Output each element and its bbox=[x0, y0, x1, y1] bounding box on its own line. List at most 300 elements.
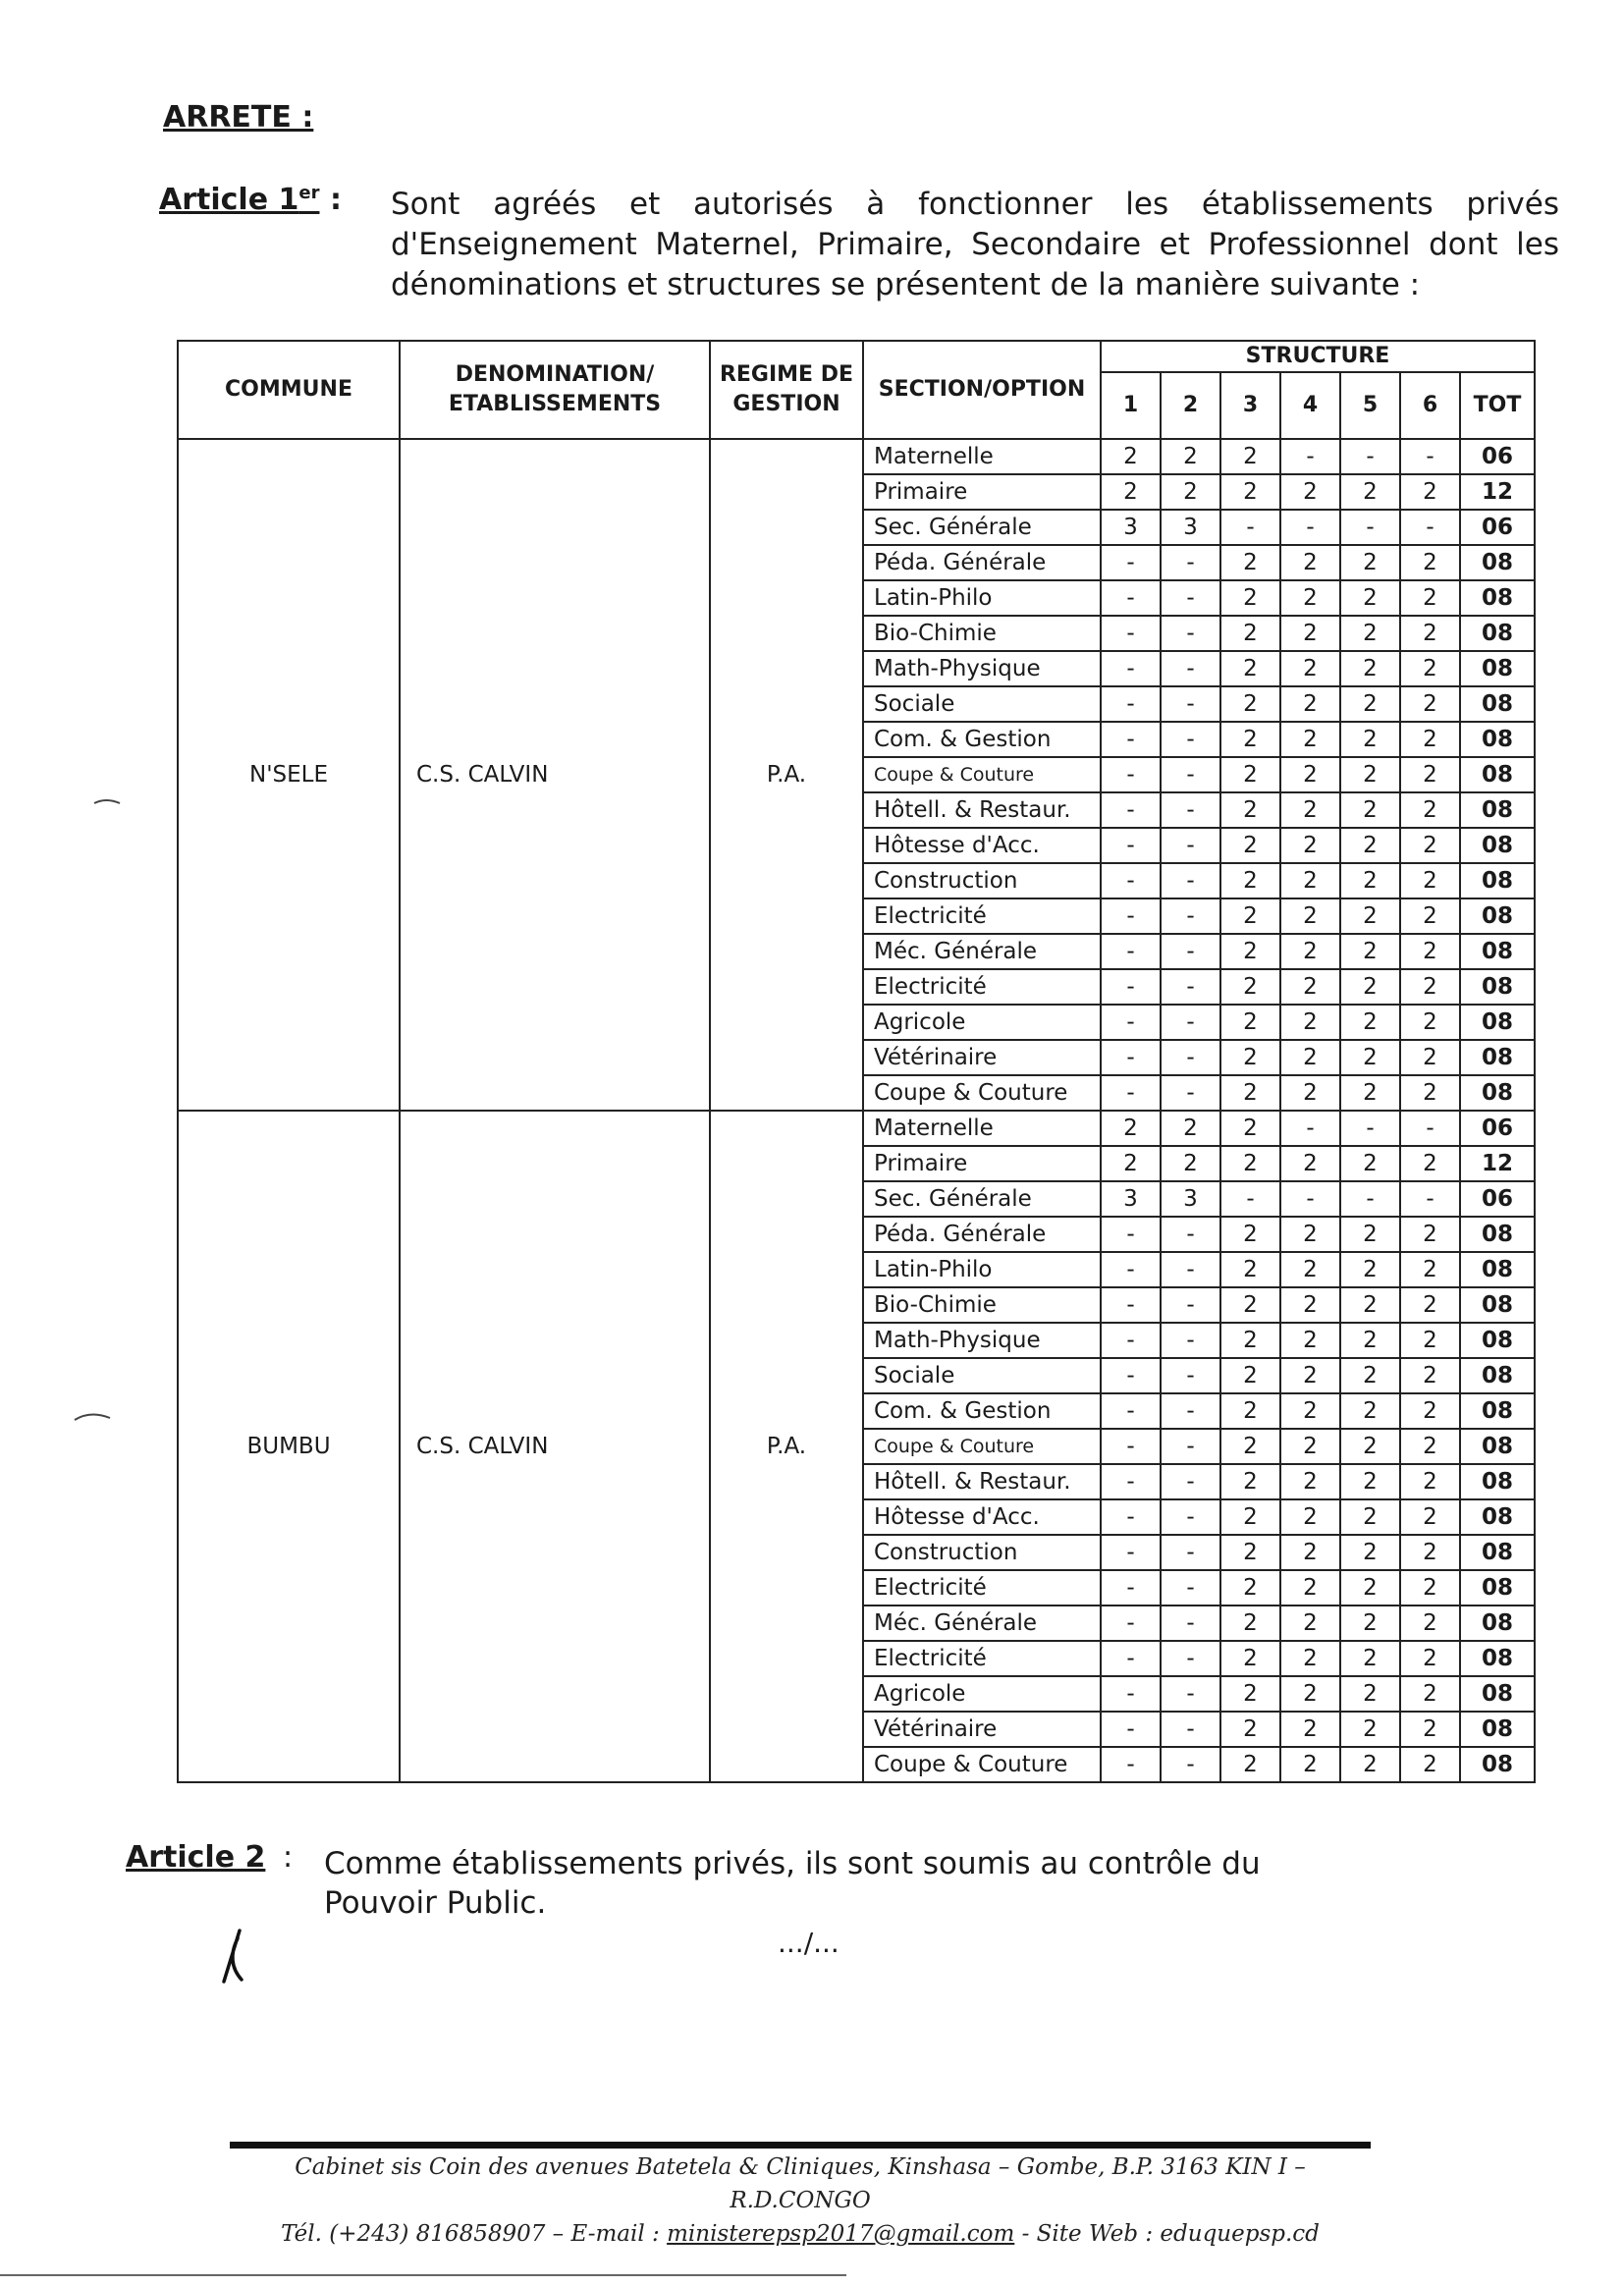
structure-cell-3: 2 bbox=[1220, 863, 1280, 898]
total-cell: 08 bbox=[1460, 580, 1535, 616]
structure-cell-6: 2 bbox=[1400, 1464, 1460, 1499]
structure-cell-3: 2 bbox=[1220, 686, 1280, 722]
total-cell: 08 bbox=[1460, 1040, 1535, 1075]
structure-cell-1: - bbox=[1101, 1040, 1161, 1075]
structure-cell-2: - bbox=[1161, 1040, 1220, 1075]
footer-address bbox=[245, 2150, 1355, 2251]
structure-cell-2: - bbox=[1161, 1570, 1220, 1606]
section-option-cell: Sec. Générale bbox=[863, 1181, 1101, 1217]
structure-cell-1: - bbox=[1101, 1747, 1161, 1782]
header-denomination: DENOMINATION/ ETABLISSEMENTS bbox=[400, 341, 710, 439]
structure-cell-5: 2 bbox=[1340, 969, 1400, 1005]
structure-cell-5: 2 bbox=[1340, 1747, 1400, 1782]
structure-cell-2: - bbox=[1161, 934, 1220, 969]
structure-cell-4: 2 bbox=[1280, 1499, 1340, 1535]
structure-cell-2: - bbox=[1161, 1712, 1220, 1747]
structure-cell-3: 2 bbox=[1220, 828, 1280, 863]
structure-cell-4: 2 bbox=[1280, 616, 1340, 651]
section-option-cell: Péda. Générale bbox=[863, 545, 1101, 580]
section-option-cell: Electricité bbox=[863, 1570, 1101, 1606]
structure-cell-2: - bbox=[1161, 1641, 1220, 1676]
total-cell: 08 bbox=[1460, 1429, 1535, 1464]
structure-cell-5: 2 bbox=[1340, 1535, 1400, 1570]
structure-cell-3: 2 bbox=[1220, 1217, 1280, 1252]
section-option-cell: Com. & Gestion bbox=[863, 1393, 1101, 1429]
structure-cell-3: 2 bbox=[1220, 1252, 1280, 1287]
structure-cell-6: 2 bbox=[1400, 616, 1460, 651]
section-option-cell: Bio-Chimie bbox=[863, 616, 1101, 651]
section-option-cell: Maternelle bbox=[863, 439, 1101, 474]
section-option-cell: Hôtell. & Restaur. bbox=[863, 1464, 1101, 1499]
structure-cell-4: 2 bbox=[1280, 1464, 1340, 1499]
structure-cell-3: 2 bbox=[1220, 1429, 1280, 1464]
structure-cell-1: - bbox=[1101, 1464, 1161, 1499]
structure-cell-1: 2 bbox=[1101, 1111, 1161, 1146]
structure-cell-4: 2 bbox=[1280, 1146, 1340, 1181]
structure-cell-4: 2 bbox=[1280, 545, 1340, 580]
structure-cell-3: 2 bbox=[1220, 1606, 1280, 1641]
structure-cell-4: 2 bbox=[1280, 1287, 1340, 1323]
structure-cell-2: - bbox=[1161, 757, 1220, 792]
total-cell: 08 bbox=[1460, 863, 1535, 898]
structure-cell-4: 2 bbox=[1280, 1323, 1340, 1358]
structure-cell-1: - bbox=[1101, 1641, 1161, 1676]
section-option-cell: Vétérinaire bbox=[863, 1040, 1101, 1075]
section-option-cell: Primaire bbox=[863, 1146, 1101, 1181]
structure-cell-4: - bbox=[1280, 439, 1340, 474]
structure-cell-5: 2 bbox=[1340, 1676, 1400, 1712]
structure-cell-2: - bbox=[1161, 1393, 1220, 1429]
section-option-cell: Maternelle bbox=[863, 1111, 1101, 1146]
structure-cell-4: 2 bbox=[1280, 1570, 1340, 1606]
structure-cell-5: 2 bbox=[1340, 792, 1400, 828]
total-cell: 08 bbox=[1460, 1570, 1535, 1606]
structure-cell-2: - bbox=[1161, 1429, 1220, 1464]
structure-cell-4: 2 bbox=[1280, 722, 1340, 757]
structure-cell-4: 2 bbox=[1280, 1747, 1340, 1782]
structure-cell-5: - bbox=[1340, 439, 1400, 474]
structure-cell-5: 2 bbox=[1340, 934, 1400, 969]
structure-cell-4: 2 bbox=[1280, 1040, 1340, 1075]
structure-cell-6: 2 bbox=[1400, 1393, 1460, 1429]
structure-cell-4: - bbox=[1280, 510, 1340, 545]
section-option-cell: Electricité bbox=[863, 1641, 1101, 1676]
structure-cell-6: 2 bbox=[1400, 757, 1460, 792]
structure-cell-6: 2 bbox=[1400, 545, 1460, 580]
structure-cell-4: 2 bbox=[1280, 1606, 1340, 1641]
bottom-scan-rule bbox=[0, 2274, 846, 2276]
structure-cell-3: 2 bbox=[1220, 1358, 1280, 1393]
structure-cell-6: 2 bbox=[1400, 1747, 1460, 1782]
structure-cell-5: 2 bbox=[1340, 722, 1400, 757]
structure-cell-5: 2 bbox=[1340, 616, 1400, 651]
structure-cell-6: 2 bbox=[1400, 1287, 1460, 1323]
footer-website: - Site Web : eduquepsp.cd bbox=[1021, 2221, 1320, 2247]
structure-cell-2: - bbox=[1161, 863, 1220, 898]
header-col-1: 1 bbox=[1101, 372, 1161, 439]
article-2-text: Comme établissements privés, ils sont soumis au contrôle du Pouvoir Public. bbox=[324, 1846, 1261, 1921]
continuation-mark: .../... bbox=[778, 1927, 839, 1959]
structure-cell-6: 2 bbox=[1400, 1217, 1460, 1252]
structure-cell-6: 2 bbox=[1400, 898, 1460, 934]
structure-cell-5: 2 bbox=[1340, 1641, 1400, 1676]
section-option-cell: Com. & Gestion bbox=[863, 722, 1101, 757]
header-commune: COMMUNE bbox=[178, 341, 400, 439]
structure-cell-1: - bbox=[1101, 898, 1161, 934]
structure-cell-2: - bbox=[1161, 1252, 1220, 1287]
section-option-cell: Coupe & Couture bbox=[863, 1429, 1101, 1464]
total-cell: 08 bbox=[1460, 616, 1535, 651]
structure-cell-4: 2 bbox=[1280, 651, 1340, 686]
structure-cell-6: 2 bbox=[1400, 969, 1460, 1005]
structure-cell-5: 2 bbox=[1340, 580, 1400, 616]
structure-cell-2: - bbox=[1161, 898, 1220, 934]
structure-cell-5: 2 bbox=[1340, 1429, 1400, 1464]
structure-cell-5: - bbox=[1340, 1111, 1400, 1146]
header-col-4: 4 bbox=[1280, 372, 1340, 439]
structure-cell-6: 2 bbox=[1400, 651, 1460, 686]
structure-cell-4: 2 bbox=[1280, 1712, 1340, 1747]
structure-cell-5: 2 bbox=[1340, 863, 1400, 898]
structure-cell-3: 2 bbox=[1220, 969, 1280, 1005]
total-cell: 08 bbox=[1460, 1075, 1535, 1111]
section-option-cell: Hôtesse d'Acc. bbox=[863, 828, 1101, 863]
structure-cell-1: 3 bbox=[1101, 1181, 1161, 1217]
structure-cell-1: - bbox=[1101, 1217, 1161, 1252]
total-cell: 06 bbox=[1460, 1111, 1535, 1146]
structure-cell-6: - bbox=[1400, 510, 1460, 545]
structure-cell-3: 2 bbox=[1220, 1040, 1280, 1075]
structure-cell-5: 2 bbox=[1340, 1005, 1400, 1040]
structure-cell-1: - bbox=[1101, 969, 1161, 1005]
denomination-cell: C.S. CALVIN bbox=[400, 1111, 710, 1782]
structure-cell-1: - bbox=[1101, 686, 1161, 722]
structure-cell-2: 2 bbox=[1161, 1146, 1220, 1181]
footer-rule bbox=[230, 2142, 1371, 2149]
structure-cell-2: - bbox=[1161, 1535, 1220, 1570]
structure-cell-2: - bbox=[1161, 828, 1220, 863]
structure-cell-6: - bbox=[1400, 1111, 1460, 1146]
section-option-cell: Méc. Générale bbox=[863, 934, 1101, 969]
footer-email-link[interactable]: ministerepsp2017@gmail.com bbox=[667, 2221, 1015, 2247]
structure-cell-2: - bbox=[1161, 1075, 1220, 1111]
structure-cell-6: 2 bbox=[1400, 1535, 1460, 1570]
structure-cell-3: 2 bbox=[1220, 1641, 1280, 1676]
structure-cell-2: 2 bbox=[1161, 1111, 1220, 1146]
section-option-cell: Latin-Philo bbox=[863, 1252, 1101, 1287]
structure-cell-5: - bbox=[1340, 510, 1400, 545]
structure-cell-4: 2 bbox=[1280, 686, 1340, 722]
structure-cell-5: 2 bbox=[1340, 1712, 1400, 1747]
total-cell: 06 bbox=[1460, 439, 1535, 474]
structure-cell-6: 2 bbox=[1400, 1429, 1460, 1464]
section-option-cell: Méc. Générale bbox=[863, 1606, 1101, 1641]
structure-cell-5: 2 bbox=[1340, 1217, 1400, 1252]
section-option-cell: Vétérinaire bbox=[863, 1712, 1101, 1747]
structure-cell-4: 2 bbox=[1280, 1676, 1340, 1712]
section-option-cell: Electricité bbox=[863, 969, 1101, 1005]
structure-cell-6: 2 bbox=[1400, 863, 1460, 898]
section-option-cell: Agricole bbox=[863, 1676, 1101, 1712]
section-option-cell: Sociale bbox=[863, 1358, 1101, 1393]
structure-cell-1: 2 bbox=[1101, 439, 1161, 474]
structure-cell-2: 2 bbox=[1161, 474, 1220, 510]
structure-cell-5: 2 bbox=[1340, 898, 1400, 934]
total-cell: 08 bbox=[1460, 651, 1535, 686]
header-regime: REGIME DE GESTION bbox=[710, 341, 863, 439]
commune-cell: N'SELE bbox=[178, 439, 400, 1111]
total-cell: 08 bbox=[1460, 1464, 1535, 1499]
header-col-5: 5 bbox=[1340, 372, 1400, 439]
structure-cell-4: 2 bbox=[1280, 1641, 1340, 1676]
section-option-cell: Sociale bbox=[863, 686, 1101, 722]
structure-cell-5: 2 bbox=[1340, 828, 1400, 863]
structure-cell-3: 2 bbox=[1220, 580, 1280, 616]
total-cell: 12 bbox=[1460, 1146, 1535, 1181]
structure-cell-4: 2 bbox=[1280, 1252, 1340, 1287]
structure-cell-5: 2 bbox=[1340, 474, 1400, 510]
structure-cell-1: - bbox=[1101, 616, 1161, 651]
structure-cell-3: 2 bbox=[1220, 898, 1280, 934]
structure-cell-1: - bbox=[1101, 722, 1161, 757]
structure-cell-4: 2 bbox=[1280, 969, 1340, 1005]
structure-cell-6: 2 bbox=[1400, 1146, 1460, 1181]
structure-cell-6: 2 bbox=[1400, 828, 1460, 863]
article-1-colon: : bbox=[330, 183, 342, 217]
section-option-cell: Sec. Générale bbox=[863, 510, 1101, 545]
footer-phone: Tél. (+243) 816858907 – E-mail : bbox=[281, 2221, 660, 2247]
structure-cell-1: - bbox=[1101, 1570, 1161, 1606]
header-col-tot: TOT bbox=[1460, 372, 1535, 439]
structure-cell-1: 2 bbox=[1101, 474, 1161, 510]
total-cell: 08 bbox=[1460, 1287, 1535, 1323]
structure-cell-1: - bbox=[1101, 1712, 1161, 1747]
structure-cell-6: 2 bbox=[1400, 1040, 1460, 1075]
structure-cell-4: 2 bbox=[1280, 898, 1340, 934]
structure-cell-6: 2 bbox=[1400, 1606, 1460, 1641]
structure-cell-4: - bbox=[1280, 1181, 1340, 1217]
article-1-label: Article 1er bbox=[159, 183, 320, 217]
total-cell: 08 bbox=[1460, 969, 1535, 1005]
article-2-label: Article 2 bbox=[126, 1840, 266, 1875]
structure-cell-3: 2 bbox=[1220, 757, 1280, 792]
total-cell: 06 bbox=[1460, 1181, 1535, 1217]
structure-cell-3: 2 bbox=[1220, 1570, 1280, 1606]
structure-cell-5: - bbox=[1340, 1181, 1400, 1217]
article-2-colon: : bbox=[283, 1840, 294, 1875]
structure-cell-6: - bbox=[1400, 439, 1460, 474]
section-option-cell: Hôtell. & Restaur. bbox=[863, 792, 1101, 828]
structure-cell-2: 2 bbox=[1161, 439, 1220, 474]
total-cell: 08 bbox=[1460, 1606, 1535, 1641]
structure-cell-6: 2 bbox=[1400, 1712, 1460, 1747]
section-option-cell: Coupe & Couture bbox=[863, 1075, 1101, 1111]
structure-cell-3: 2 bbox=[1220, 1287, 1280, 1323]
structure-cell-4: 2 bbox=[1280, 1535, 1340, 1570]
denomination-cell: C.S. CALVIN bbox=[400, 439, 710, 1111]
header-section: SECTION/OPTION bbox=[863, 341, 1101, 439]
section-option-cell: Latin-Philo bbox=[863, 580, 1101, 616]
structure-cell-3: - bbox=[1220, 1181, 1280, 1217]
structure-cell-2: - bbox=[1161, 1606, 1220, 1641]
structure-cell-5: 2 bbox=[1340, 651, 1400, 686]
footer-line-1: Cabinet sis Coin des avenues Batetela & Cliniques, Kinshasa – Gombe, B.P. 3163 KIN I – R.D.CONGO bbox=[295, 2154, 1306, 2213]
structure-cell-2: - bbox=[1161, 1464, 1220, 1499]
structure-cell-6: 2 bbox=[1400, 1358, 1460, 1393]
structure-cell-2: - bbox=[1161, 1676, 1220, 1712]
structure-cell-5: 2 bbox=[1340, 1040, 1400, 1075]
structure-cell-3: 2 bbox=[1220, 1111, 1280, 1146]
total-cell: 08 bbox=[1460, 1712, 1535, 1747]
structure-cell-4: 2 bbox=[1280, 828, 1340, 863]
structure-cell-6: 2 bbox=[1400, 474, 1460, 510]
structure-cell-5: 2 bbox=[1340, 1358, 1400, 1393]
structure-cell-6: 2 bbox=[1400, 580, 1460, 616]
section-option-cell: Primaire bbox=[863, 474, 1101, 510]
structure-cell-6: 2 bbox=[1400, 934, 1460, 969]
structure-cell-1: - bbox=[1101, 1323, 1161, 1358]
header-col-6: 6 bbox=[1400, 372, 1460, 439]
structure-cell-2: - bbox=[1161, 1217, 1220, 1252]
structure-cell-3: 2 bbox=[1220, 1146, 1280, 1181]
structure-cell-4: 2 bbox=[1280, 792, 1340, 828]
structure-cell-6: 2 bbox=[1400, 722, 1460, 757]
structure-cell-1: 2 bbox=[1101, 1146, 1161, 1181]
structure-cell-6: 2 bbox=[1400, 792, 1460, 828]
structure-cell-3: 2 bbox=[1220, 1005, 1280, 1040]
total-cell: 08 bbox=[1460, 934, 1535, 969]
structure-cell-3: 2 bbox=[1220, 474, 1280, 510]
structure-cell-1: - bbox=[1101, 651, 1161, 686]
structure-cell-3: 2 bbox=[1220, 1676, 1280, 1712]
section-option-cell: Coupe & Couture bbox=[863, 1747, 1101, 1782]
regime-cell: P.A. bbox=[710, 1111, 863, 1782]
table-row bbox=[178, 439, 1535, 474]
commune-cell: BUMBU bbox=[178, 1111, 400, 1782]
total-cell: 08 bbox=[1460, 722, 1535, 757]
structure-cell-6: 2 bbox=[1400, 1641, 1460, 1676]
structure-cell-4: 2 bbox=[1280, 1075, 1340, 1111]
structure-cell-2: - bbox=[1161, 1747, 1220, 1782]
structure-cell-6: 2 bbox=[1400, 1323, 1460, 1358]
structure-cell-1: - bbox=[1101, 580, 1161, 616]
total-cell: 08 bbox=[1460, 1499, 1535, 1535]
structure-cell-5: 2 bbox=[1340, 1075, 1400, 1111]
structure-cell-1: - bbox=[1101, 1429, 1161, 1464]
article-1-text: Sont agréés et autorisés à fonctionner les établissements privés d'Enseignement Maternel, Primaire, Secondaire et Professionnel dont les dénominations et structures se présentent de la manière suivante : bbox=[391, 187, 1559, 302]
structure-cell-3: 2 bbox=[1220, 1393, 1280, 1429]
structure-cell-3: 2 bbox=[1220, 722, 1280, 757]
footer-line-2 bbox=[245, 2217, 1355, 2251]
structure-cell-2: 3 bbox=[1161, 510, 1220, 545]
structure-cell-2: - bbox=[1161, 792, 1220, 828]
section-option-cell: Math-Physique bbox=[863, 651, 1101, 686]
structure-cell-3: 2 bbox=[1220, 1499, 1280, 1535]
structure-cell-4: 2 bbox=[1280, 1358, 1340, 1393]
section-option-cell: Péda. Générale bbox=[863, 1217, 1101, 1252]
section-option-cell: Bio-Chimie bbox=[863, 1287, 1101, 1323]
structure-cell-3: 2 bbox=[1220, 1323, 1280, 1358]
total-cell: 08 bbox=[1460, 1747, 1535, 1782]
structure-cell-3: - bbox=[1220, 510, 1280, 545]
structure-cell-2: 3 bbox=[1161, 1181, 1220, 1217]
total-cell: 08 bbox=[1460, 1005, 1535, 1040]
table-row bbox=[178, 1111, 1535, 1146]
structure-cell-4: 2 bbox=[1280, 474, 1340, 510]
structure-cell-3: 2 bbox=[1220, 792, 1280, 828]
structure-cell-2: - bbox=[1161, 686, 1220, 722]
establishments-table bbox=[177, 340, 1536, 1783]
structure-cell-5: 2 bbox=[1340, 1606, 1400, 1641]
header-col-3: 3 bbox=[1220, 372, 1280, 439]
structure-cell-1: - bbox=[1101, 1535, 1161, 1570]
section-option-cell: Agricole bbox=[863, 1005, 1101, 1040]
structure-cell-3: 2 bbox=[1220, 545, 1280, 580]
section-option-cell: Math-Physique bbox=[863, 1323, 1101, 1358]
structure-cell-1: - bbox=[1101, 1252, 1161, 1287]
structure-cell-2: - bbox=[1161, 1499, 1220, 1535]
structure-cell-3: 2 bbox=[1220, 439, 1280, 474]
structure-cell-5: 2 bbox=[1340, 1570, 1400, 1606]
structure-cell-2: - bbox=[1161, 580, 1220, 616]
structure-cell-1: - bbox=[1101, 828, 1161, 863]
total-cell: 08 bbox=[1460, 545, 1535, 580]
structure-cell-4: 2 bbox=[1280, 863, 1340, 898]
structure-cell-5: 2 bbox=[1340, 757, 1400, 792]
structure-cell-2: - bbox=[1161, 722, 1220, 757]
structure-cell-2: - bbox=[1161, 651, 1220, 686]
structure-cell-1: - bbox=[1101, 757, 1161, 792]
total-cell: 06 bbox=[1460, 510, 1535, 545]
section-option-cell: Coupe & Couture bbox=[863, 757, 1101, 792]
total-cell: 08 bbox=[1460, 1217, 1535, 1252]
structure-cell-1: - bbox=[1101, 1287, 1161, 1323]
total-cell: 08 bbox=[1460, 1393, 1535, 1429]
structure-cell-4: 2 bbox=[1280, 934, 1340, 969]
total-cell: 08 bbox=[1460, 686, 1535, 722]
total-cell: 08 bbox=[1460, 1676, 1535, 1712]
structure-cell-2: - bbox=[1161, 1287, 1220, 1323]
structure-cell-5: 2 bbox=[1340, 1464, 1400, 1499]
structure-cell-6: 2 bbox=[1400, 1499, 1460, 1535]
structure-cell-5: 2 bbox=[1340, 1393, 1400, 1429]
structure-cell-4: - bbox=[1280, 1111, 1340, 1146]
structure-cell-1: - bbox=[1101, 934, 1161, 969]
structure-cell-3: 2 bbox=[1220, 1747, 1280, 1782]
structure-cell-5: 2 bbox=[1340, 1287, 1400, 1323]
structure-cell-3: 2 bbox=[1220, 934, 1280, 969]
structure-cell-2: - bbox=[1161, 1005, 1220, 1040]
structure-cell-4: 2 bbox=[1280, 1005, 1340, 1040]
header-col-2: 2 bbox=[1161, 372, 1220, 439]
header-structure: STRUCTURE bbox=[1101, 341, 1535, 372]
total-cell: 08 bbox=[1460, 1535, 1535, 1570]
structure-cell-6: - bbox=[1400, 1181, 1460, 1217]
handwritten-initial-mark bbox=[214, 1925, 253, 1986]
structure-cell-1: - bbox=[1101, 1358, 1161, 1393]
structure-cell-6: 2 bbox=[1400, 1570, 1460, 1606]
structure-cell-4: 2 bbox=[1280, 1429, 1340, 1464]
total-cell: 08 bbox=[1460, 898, 1535, 934]
structure-cell-4: 2 bbox=[1280, 1393, 1340, 1429]
structure-cell-1: - bbox=[1101, 863, 1161, 898]
structure-cell-3: 2 bbox=[1220, 1464, 1280, 1499]
structure-cell-4: 2 bbox=[1280, 757, 1340, 792]
structure-cell-6: 2 bbox=[1400, 686, 1460, 722]
section-option-cell: Construction bbox=[863, 1535, 1101, 1570]
section-option-cell: Construction bbox=[863, 863, 1101, 898]
margin-scan-mark bbox=[92, 795, 122, 807]
